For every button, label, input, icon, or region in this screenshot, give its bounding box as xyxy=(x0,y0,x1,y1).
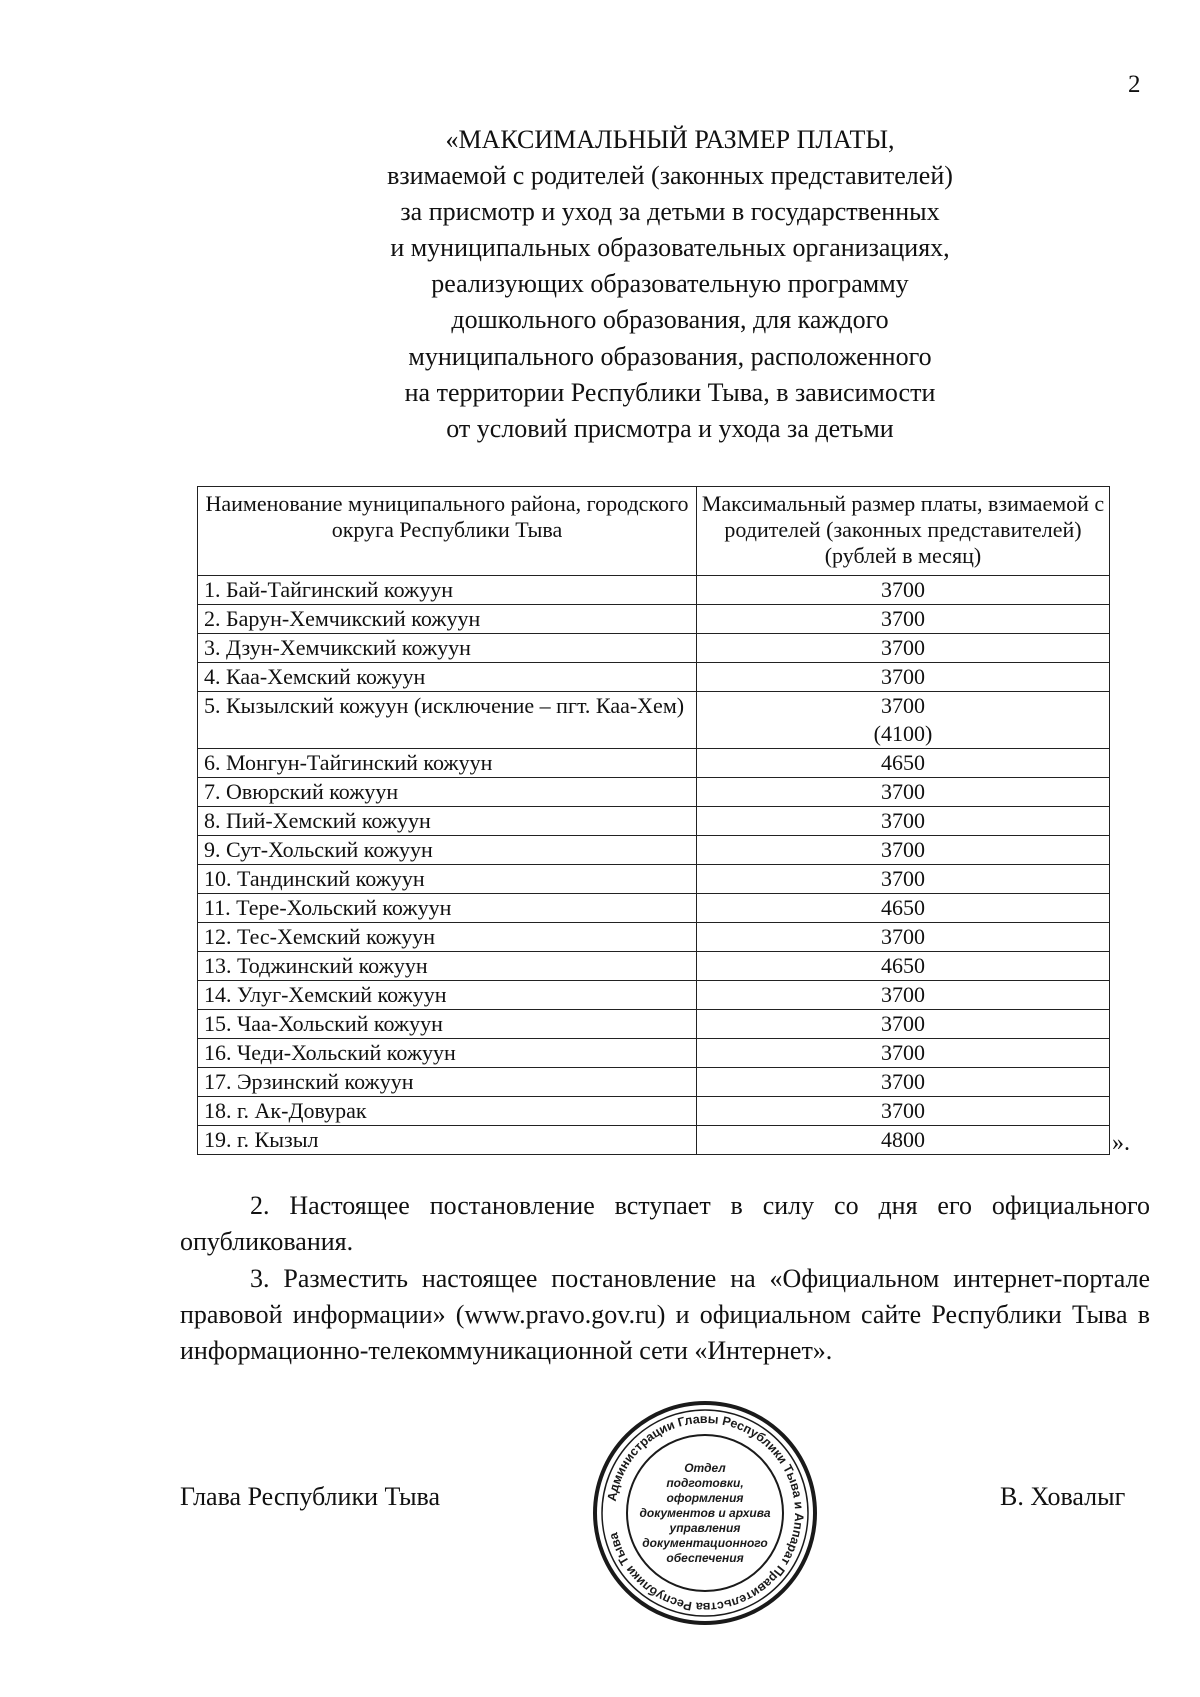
heading-line: муниципального образования, расположенного xyxy=(408,341,932,371)
table-row xyxy=(198,1039,1110,1068)
page-number: 2 xyxy=(1128,71,1141,98)
table-row xyxy=(198,778,1110,807)
max-fee-value xyxy=(697,836,1110,865)
max-fee-value xyxy=(697,663,1110,692)
table-row xyxy=(198,1068,1110,1097)
max-fee-value xyxy=(697,778,1110,807)
fee-amount: 4650 xyxy=(881,953,925,978)
stamp-inner-line: обеспечения xyxy=(666,1551,744,1565)
fee-amount: 3700 xyxy=(881,635,925,660)
municipality-name: 10. Тандинский кожуун xyxy=(198,865,697,894)
table-row xyxy=(198,576,1110,605)
max-fee-value xyxy=(697,749,1110,778)
table-row xyxy=(198,663,1110,692)
fee-table xyxy=(197,486,1110,1155)
stamp-inner-line: оформления xyxy=(666,1491,744,1505)
paragraph-text: 2. Настоящее постановление вступает в силу со дня его официального опубликования. xyxy=(180,1191,1150,1256)
signature-name: В. Ховалыг xyxy=(1000,1482,1126,1511)
fee-amount: 3700 xyxy=(881,1011,925,1036)
fee-amount: 3700 xyxy=(881,577,925,602)
fee-amount: 3700 xyxy=(881,866,925,891)
municipality-name: 16. Чеди-Хольский кожуун xyxy=(198,1039,697,1068)
fee-amount: 3700 xyxy=(881,1098,925,1123)
heading-line: реализующих образовательную программу xyxy=(431,269,909,299)
fee-amount: 4650 xyxy=(881,895,925,920)
table-row xyxy=(198,865,1110,894)
max-fee-value xyxy=(697,576,1110,605)
municipality-name: 9. Сут-Хольский кожуун xyxy=(198,836,697,865)
max-fee-value xyxy=(697,1039,1110,1068)
municipality-name: 4. Каа-Хемский кожуун xyxy=(198,663,697,692)
municipality-name: 12. Тес-Хемский кожуун xyxy=(198,923,697,952)
table-header-row xyxy=(198,487,1110,576)
table-row xyxy=(198,634,1110,663)
municipality-name: 2. Барун-Хемчикский кожуун xyxy=(198,605,697,634)
stamp-inner-line: документационного xyxy=(642,1536,768,1550)
table-row xyxy=(198,894,1110,923)
fee-amount: 3700 xyxy=(881,664,925,689)
table-row xyxy=(198,749,1110,778)
closing-quote: ». xyxy=(1112,1130,1130,1156)
column-header-max-fee: Максимальный размер платы, взимаемой с родителей (законных представителей) (рублей в месяц) xyxy=(697,487,1110,576)
stamp-ring-text: Администрации Главы Республики Тыва и Аппарат Правительства Республики Тыва xyxy=(604,1411,807,1615)
table-row xyxy=(198,923,1110,952)
municipality-name: 11. Тере-Хольский кожуун xyxy=(198,894,697,923)
stamp-inner-line: управления xyxy=(669,1521,741,1535)
max-fee-value xyxy=(697,605,1110,634)
table-row xyxy=(198,836,1110,865)
stamp-inner-line: подготовки, xyxy=(666,1476,744,1490)
stamp-inner-line: документов и архива xyxy=(639,1506,771,1520)
heading-line: «МАКСИМАЛЬНЫЙ РАЗМЕР ПЛАТЫ, xyxy=(445,125,895,154)
table-row xyxy=(198,605,1110,634)
municipality-name: 5. Кызылский кожуун (исключение – пгт. Каа-Хем) xyxy=(198,692,697,749)
table-row xyxy=(198,1010,1110,1039)
paragraph-effective-date xyxy=(180,1188,1150,1260)
max-fee-value xyxy=(697,952,1110,981)
municipality-name: 7. Овюрский кожуун xyxy=(198,778,697,807)
table-row xyxy=(198,952,1110,981)
fee-amount: 3700 xyxy=(881,1069,925,1094)
heading-line: взимаемой с родителей (законных представителей) xyxy=(387,161,953,191)
max-fee-value xyxy=(697,894,1110,923)
max-fee-value xyxy=(697,692,1110,749)
max-fee-value xyxy=(697,1097,1110,1126)
heading-line: за присмотр и уход за детьми в государственных xyxy=(400,197,940,227)
municipality-name: 14. Улуг-Хемский кожуун xyxy=(198,981,697,1010)
municipality-name: 6. Монгун-Тайгинский кожуун xyxy=(198,749,697,778)
max-fee-value xyxy=(697,1010,1110,1039)
heading-line: дошкольного образования, для каждого xyxy=(451,305,889,335)
fee-amount: 3700 xyxy=(881,808,925,833)
stamp-inner-line: Отдел xyxy=(684,1461,726,1475)
heading-line: и муниципальных образовательных организациях, xyxy=(390,233,950,263)
max-fee-value xyxy=(697,865,1110,894)
table-row xyxy=(198,1126,1110,1155)
table-row xyxy=(198,981,1110,1010)
max-fee-value xyxy=(697,1068,1110,1097)
paragraph-text: 3. Разместить настоящее постановление на «Официальном интернет-портале правовой информации» (www.pravo.gov.ru) и официальном сайте Республики Тыва в информационно-телекоммуникационной сети «Интернет». xyxy=(180,1264,1150,1365)
municipality-name: 8. Пий-Хемский кожуун xyxy=(198,807,697,836)
fee-amount: 3700 xyxy=(881,779,925,804)
municipality-name: 19. г. Кызыл xyxy=(198,1126,697,1155)
official-stamp xyxy=(592,1400,818,1626)
fee-amount: 4650 xyxy=(881,750,925,775)
max-fee-value xyxy=(697,923,1110,952)
max-fee-value xyxy=(697,981,1110,1010)
municipality-name: 13. Тоджинский кожуун xyxy=(198,952,697,981)
table-row xyxy=(198,1097,1110,1126)
fee-amount: 3700 xyxy=(881,606,925,631)
fee-amount-exception: (4100) xyxy=(873,721,933,746)
max-fee-value xyxy=(697,634,1110,663)
stamp-inner-text xyxy=(639,1461,770,1565)
max-fee-value xyxy=(697,807,1110,836)
max-fee-value xyxy=(697,1126,1110,1155)
fee-amount: 3700 xyxy=(881,693,925,718)
municipality-name: 15. Чаа-Хольский кожуун xyxy=(198,1010,697,1039)
fee-amount: 3700 xyxy=(881,1040,925,1065)
municipality-name: 1. Бай-Тайгинский кожуун xyxy=(198,576,697,605)
municipality-name: 3. Дзун-Хемчикский кожуун xyxy=(198,634,697,663)
municipality-name: 18. г. Ак-Довурак xyxy=(198,1097,697,1126)
paragraph-publication xyxy=(180,1261,1150,1369)
fee-amount: 3700 xyxy=(881,924,925,949)
municipality-name: 17. Эрзинский кожуун xyxy=(198,1068,697,1097)
fee-amount: 4800 xyxy=(881,1127,925,1152)
heading-line: на территории Республики Тыва, в зависимости xyxy=(404,377,936,407)
column-header-municipality: Наименование муниципального района, городского округа Республики Тыва xyxy=(198,487,697,576)
heading-line: от условий присмотра и ухода за детьми xyxy=(446,413,894,443)
document-heading xyxy=(240,122,1100,447)
fee-table-body xyxy=(198,576,1110,1155)
table-row xyxy=(198,692,1110,749)
signature-title: Глава Республики Тыва xyxy=(180,1482,441,1511)
fee-amount: 3700 xyxy=(881,982,925,1007)
table-row xyxy=(198,807,1110,836)
fee-amount: 3700 xyxy=(881,837,925,862)
